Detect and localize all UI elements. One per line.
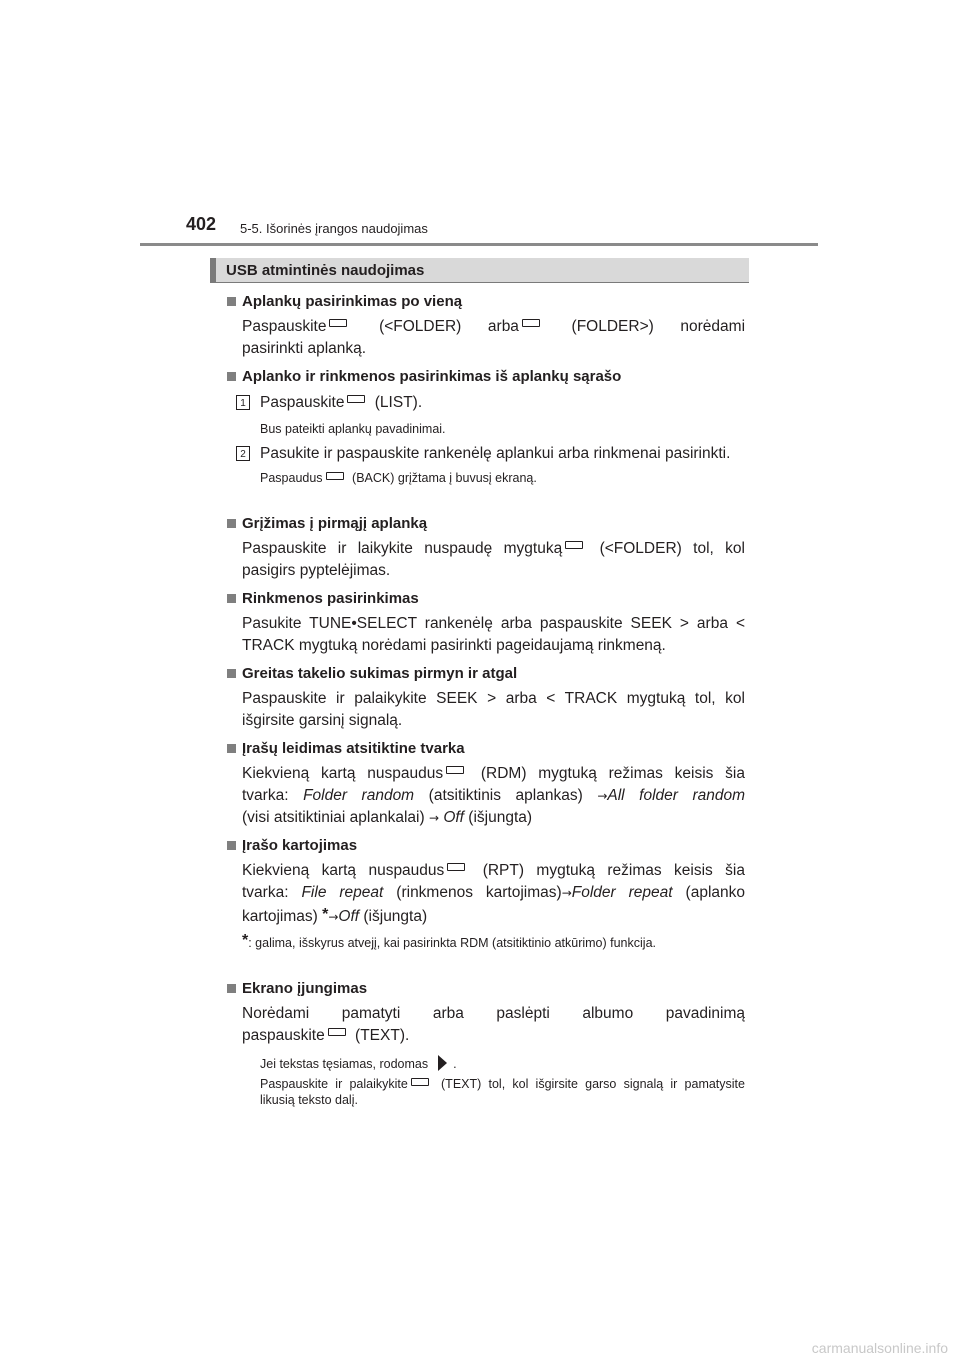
repeat-text-2: tvarka: File repeat (rinkmenos kartojimas)→Folder repeat (aplanko — [242, 884, 746, 901]
random-text-3: (visi atsitiktiniai aplankalai) → Off (išjungta) — [242, 809, 533, 826]
watermark: carmanualsonline.info — [811, 1340, 948, 1356]
square-bullet-icon — [227, 744, 236, 753]
button-icon — [565, 541, 583, 549]
arrow-icon: → — [561, 886, 572, 900]
folder-select-block — [226, 292, 745, 360]
fast-forward-block — [226, 664, 745, 732]
folder-select-text: Paspauskite (<FOLDER) arba (FOLDER>) norėdami — [242, 318, 746, 335]
file-select-text: Pasukite TUNE•SELECT rankenėlę arba paspauskite SEEK > arba < TRACK mygtuką norėdami pasirinkti pageidaujamą rinkmeną. — [242, 615, 745, 654]
file-select-heading: Rinkmenos pasirinkimas — [226, 589, 745, 609]
step-1: 1 Paspauskite (LIST). — [226, 392, 745, 414]
screen-block — [226, 979, 745, 1108]
step-2-note: Paspaudus (BACK) grįžtama į buvusį ekraną. — [260, 471, 537, 485]
section-title: USB atmintinės naudojimas — [226, 262, 425, 279]
file-select-block — [226, 589, 745, 657]
button-icon — [329, 319, 347, 327]
folder-list-heading: Aplanko ir rinkmenos pasirinkimas iš aplankų sąrašo — [226, 367, 745, 387]
button-icon — [328, 1028, 346, 1036]
button-icon — [447, 863, 465, 871]
screen-heading: Ekrano įjungimas — [226, 979, 745, 999]
first-folder-block — [226, 514, 745, 582]
first-folder-heading: Grįžimas į pirmąjį aplanką — [226, 514, 745, 534]
fast-forward-text: Paspauskite ir palaikykite SEEK > arba < TRACK mygtuką tol, kol išgirsite garsinį signalą. — [242, 690, 745, 729]
step-number-box: 2 — [236, 446, 250, 461]
arrow-icon: → — [597, 789, 608, 803]
folder-list-block — [226, 367, 745, 486]
arrow-icon: → — [428, 811, 439, 825]
page-number: 402 — [186, 214, 217, 234]
screen-text: Norėdami pamatyti arba paslėpti albumo pavadinimą — [242, 1005, 745, 1022]
square-bullet-icon — [227, 297, 236, 306]
repeat-footnote: *: galima, išskyrus atvejį, kai pasirinkta RDM (atsitiktinio atkūrimo) funkcija. — [242, 932, 656, 950]
button-icon — [522, 319, 540, 327]
repeat-text: Kiekvieną kartą nuspaudus (RPT) mygtuką režimas keisis šia — [242, 862, 745, 879]
square-bullet-icon — [227, 372, 236, 381]
repeat-block — [226, 836, 745, 952]
repeat-text-3: kartojimas) *→Off (išjungta) — [242, 906, 428, 925]
section-bar — [210, 258, 749, 283]
play-arrow-icon — [438, 1055, 447, 1071]
button-icon — [347, 395, 365, 403]
folder-select-text-2: pasirinkti aplanką. — [242, 340, 367, 357]
header-rule — [140, 243, 818, 246]
arrow-icon: → — [328, 910, 339, 924]
first-folder-text: Paspauskite ir laikykite nuspaudę mygtuką (<FOLDER) tol, kol — [242, 540, 745, 557]
repeat-heading: Įrašo kartojimas — [226, 836, 745, 856]
square-bullet-icon — [227, 984, 236, 993]
random-text-2: tvarka: Folder random (atsitiktinis aplankas) →All folder random — [242, 787, 746, 804]
first-folder-text-2: pasigirs pyptelėjimas. — [242, 562, 391, 579]
button-icon — [326, 472, 344, 480]
screen-note-2: Paspauskite ir palaikykite (TEXT) tol, kol išgirsite garso signalą ir pamatysite likusią teksto dalį. — [260, 1077, 745, 1107]
step-number-box: 1 — [236, 395, 250, 410]
folder-select-heading: Aplankų pasirinkimas po vieną — [226, 292, 745, 312]
random-heading: Įrašų leidimas atsitiktine tvarka — [226, 739, 745, 759]
square-bullet-icon — [227, 669, 236, 678]
random-block — [226, 739, 745, 829]
chapter-title: 5-5. Išorinės įrangos naudojimas — [240, 221, 428, 236]
footnote-star: * — [322, 906, 329, 923]
button-icon — [446, 766, 464, 774]
step-1-note: Bus pateikti aplankų pavadinimai. — [260, 422, 446, 436]
screen-note-1: Jei tekstas tęsiamas, rodomas . — [260, 1057, 457, 1071]
square-bullet-icon — [227, 519, 236, 528]
fast-forward-heading: Greitas takelio sukimas pirmyn ir atgal — [226, 664, 745, 684]
screen-text-2: paspauskite (TEXT). — [242, 1027, 410, 1044]
step-2: 2 Pasukite ir paspauskite rankenėlę aplankui arba rinkmenai pasirinkti. — [226, 443, 745, 465]
button-icon — [411, 1078, 429, 1086]
random-text: Kiekvieną kartą nuspaudus (RDM) mygtuką režimas keisis šia — [242, 765, 745, 782]
square-bullet-icon — [227, 594, 236, 603]
square-bullet-icon — [227, 841, 236, 850]
